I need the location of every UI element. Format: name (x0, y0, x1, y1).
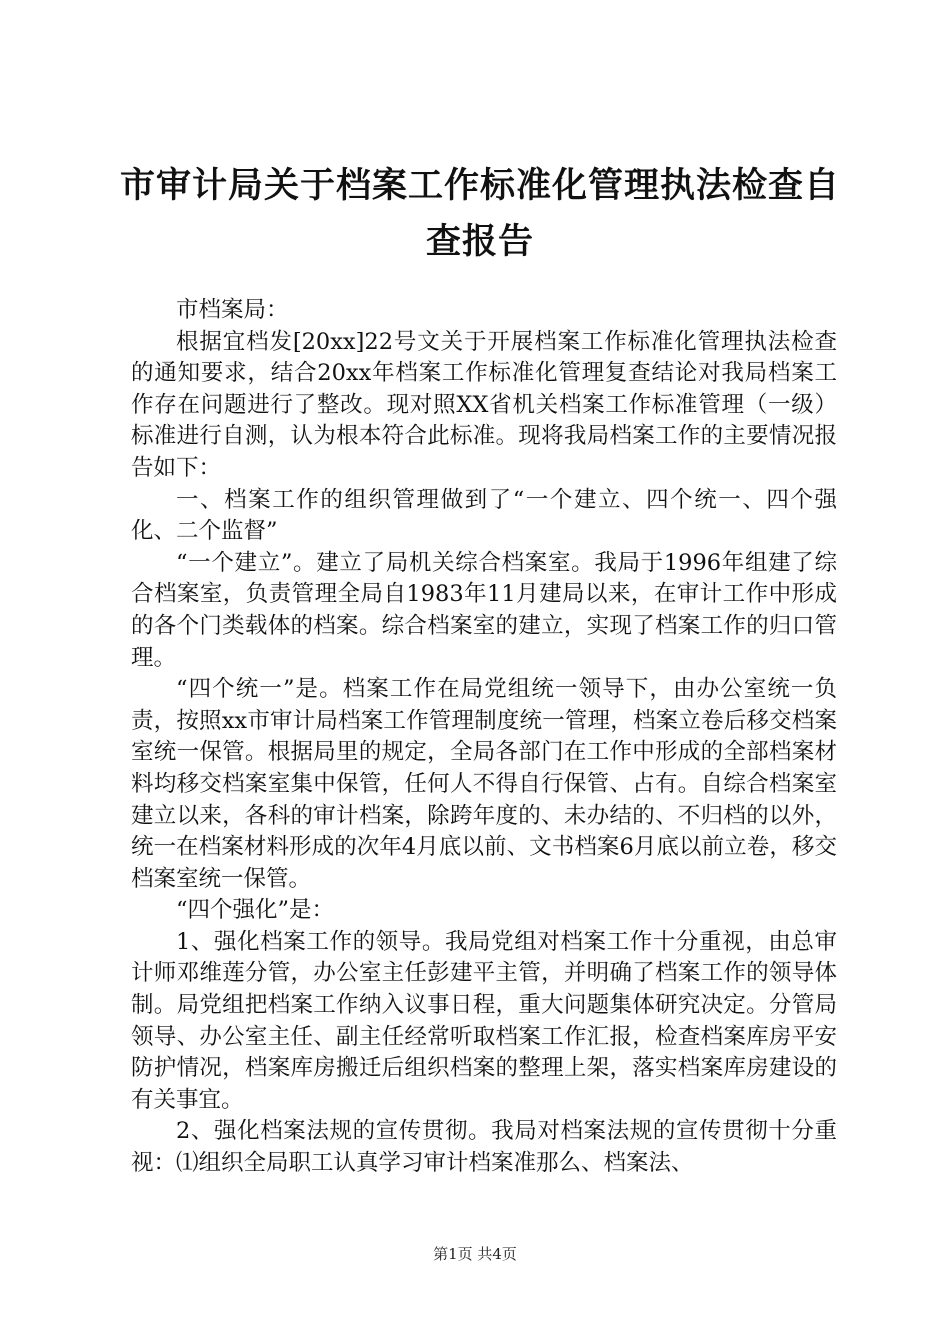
paragraph: 根据宜档发[20xx]22号文关于开展档案工作标准化管理执法检查的通知要求，结合20xx年档案工作标准化管理复查结论对我局档案工作存在问题进行了整改。现对照XX省机关档案工作标准管理（一级）标准进行自测，认为根本符合此标准。现将我局档案工作的主要情况报告如下： (131, 328, 837, 481)
paragraph: “四个强化”是： (176, 897, 335, 924)
paragraph: 1、强化档案工作的领导。我局党组对档案工作十分重视，由总审计师邓维莲分管，办公室主任彭建平主管，并明确了档案工作的领导体制。局党组把档案工作纳入议事日程，重大问题集体研究决定。分管局领导、办公室主任、副主任经常听取档案工作汇报，检查档案库房平安防护情况，档案库房搬迁后组织档案的整理上架，落实档案库房建设的有关事宜。 (131, 928, 837, 1113)
document-title: 市审计局关于档案工作标准化管理执法检查自查报告 (120, 166, 841, 262)
paragraph: 一、档案工作的组织管理做到了“一个建立、四个统一、四个强化、二个监督” (131, 486, 837, 545)
document-body (131, 295, 837, 1180)
paragraph: “四个统一”是。档案工作在局党组统一领导下，由办公室统一负责，按照xx市审计局档案工作管理制度统一管理，档案立卷后移交档案室统一保管。根据局里的规定，全局各部门在工作中形成的全部档案材料均移交档案室集中保管，任何人不得自行保管、占有。自综合档案室建立以来，各科的审计档案，除跨年度的、未办结的、不归档的以外，统一在档案材料形成的次年4月底以前、文书档案6月底以前立卷，移交档案室统一保管。 (131, 676, 837, 892)
paragraph: “一个建立”。建立了局机关综合档案室。我局于1996年组建了综合档案室，负责管理全局自1983年11月建局以来，在审计工作中形成的各个门类载体的档案。综合档案室的建立，实现了档案工作的归口管理。 (131, 549, 837, 671)
page-indicator: 第1页 共4页 (433, 1245, 517, 1263)
salutation: 市档案局： (176, 297, 289, 323)
paragraph: 2、强化档案法规的宣传贯彻。我局对档案法规的宣传贯彻十分重视：⑴组织全局职工认真学习审计档案准那么、档案法、 (131, 1118, 837, 1177)
